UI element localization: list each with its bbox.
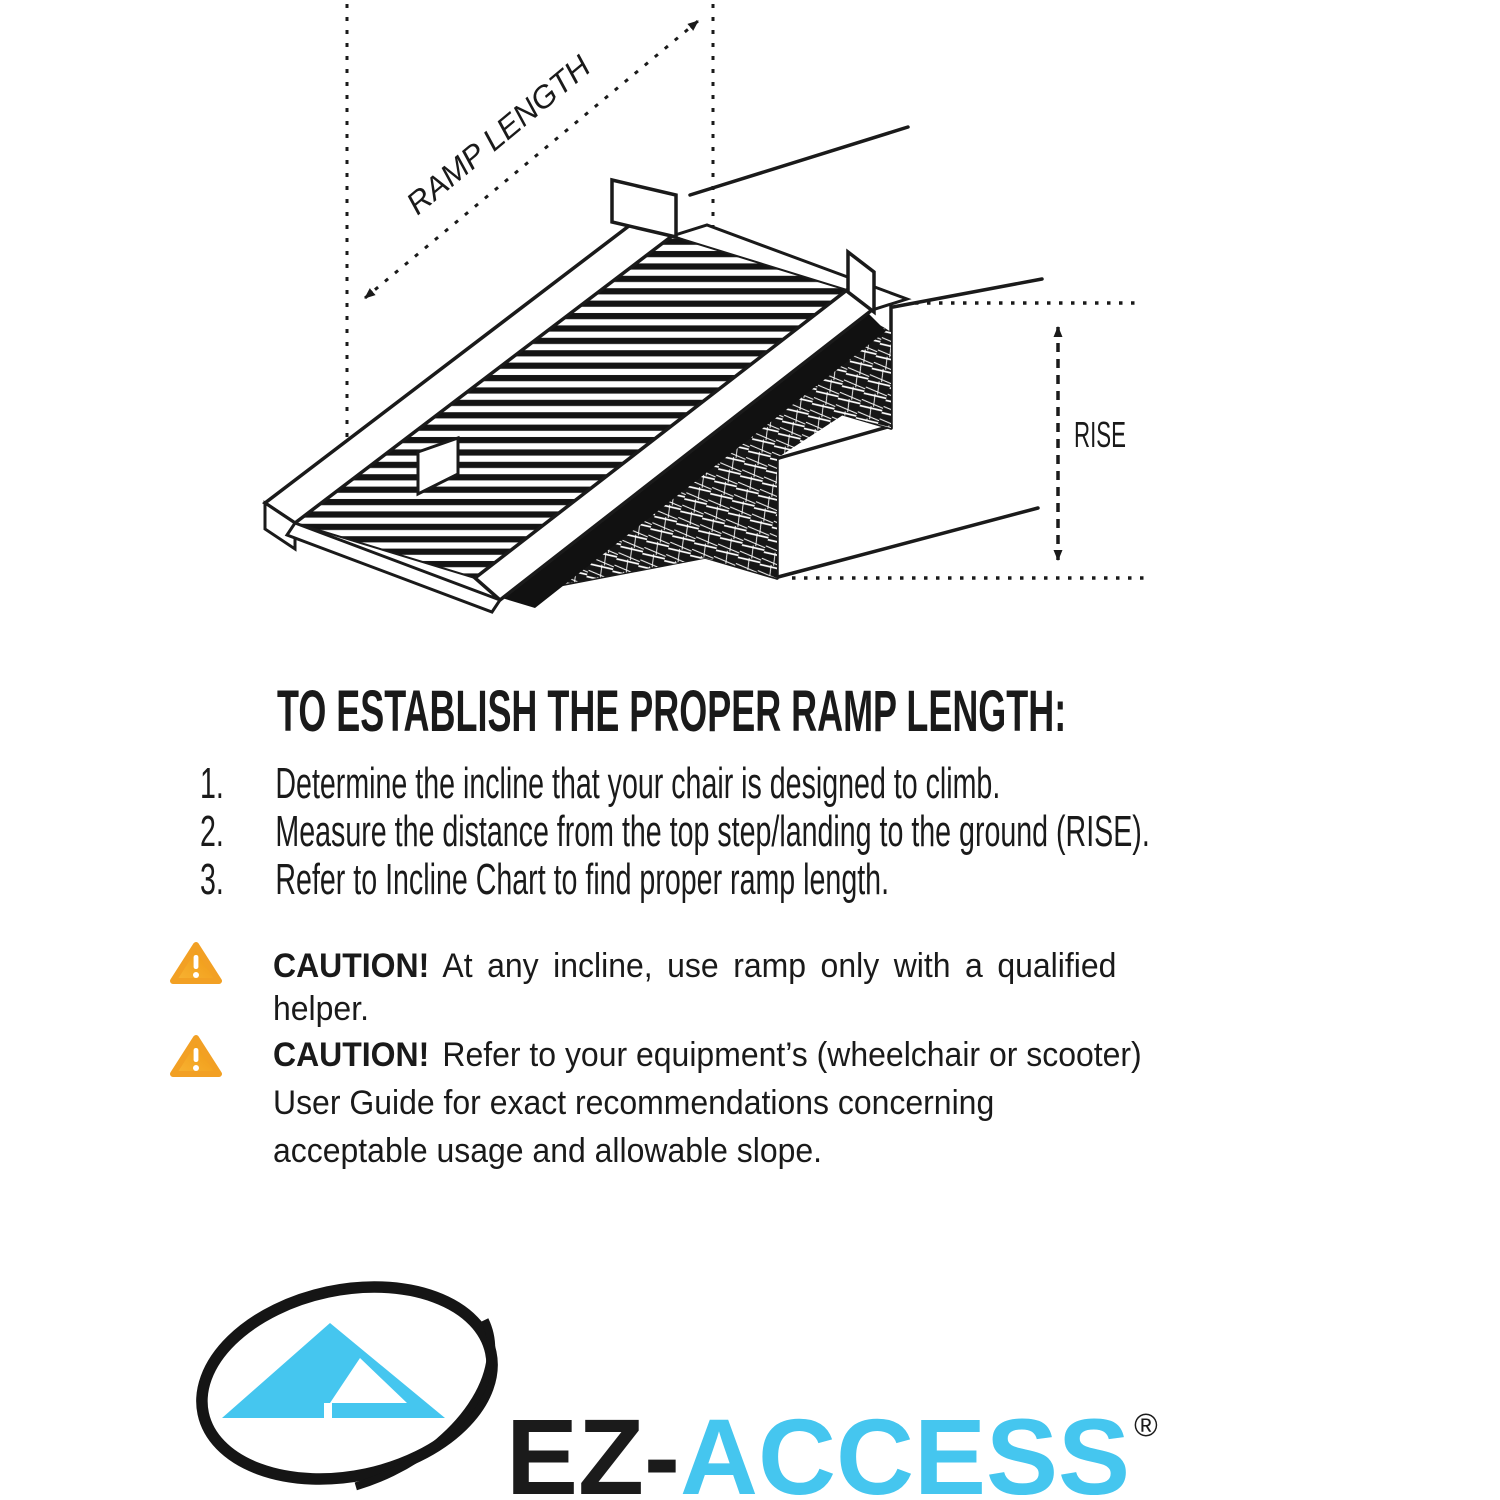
list-item-number: 3.	[200, 855, 224, 904]
caution-line-text: At any incline, use ramp only with a qualified	[442, 947, 1117, 985]
caution-item	[273, 945, 1116, 1031]
caution-label: CAUTION!	[273, 1036, 430, 1074]
brand-wordmark	[506, 1370, 1158, 1500]
caution-line: User Guide for exact recommendations concerning	[273, 1084, 995, 1122]
instruction-list	[200, 760, 1150, 904]
ez-access-logo-icon	[190, 1278, 520, 1496]
list-item-text: Refer to Incline Chart to find proper ramp length.	[275, 855, 890, 904]
ramp-diagram	[0, 0, 1500, 650]
near-rail-fin	[612, 180, 676, 237]
list-item	[200, 808, 1150, 856]
ramp-length-label: RAMP LENGTH	[399, 51, 594, 222]
caution-line-text: Refer to your equipment’s (wheelchair or scooter)	[442, 1036, 1142, 1074]
warning-icon	[170, 941, 222, 985]
caution-line	[273, 1031, 1142, 1079]
page-title: TO ESTABLISH THE PROPER RAMP LENGTH:	[277, 679, 1067, 744]
list-item-number: 2.	[200, 807, 224, 856]
list-item-text: Determine the incline that your chair is designed to climb.	[275, 759, 1001, 808]
caution-item	[273, 1031, 1142, 1175]
caution-label: CAUTION!	[273, 947, 430, 985]
brand-ez: EZ-	[506, 1396, 680, 1500]
registered-mark: ®	[1134, 1407, 1158, 1443]
logo-triangle	[222, 1323, 445, 1418]
list-item-number: 1.	[200, 759, 224, 808]
warning-icon	[170, 1034, 222, 1078]
caution-line: helper.	[273, 990, 369, 1028]
list-item	[200, 760, 1150, 808]
caution-line: acceptable usage and allowable slope.	[273, 1132, 823, 1170]
rise-label: RISE	[1074, 414, 1126, 455]
caution-line	[273, 945, 1116, 988]
brand-access: ACCESS	[679, 1396, 1131, 1500]
list-item-text: Measure the distance from the top step/landing to the ground (RISE).	[275, 807, 1150, 856]
list-item	[200, 856, 1150, 904]
